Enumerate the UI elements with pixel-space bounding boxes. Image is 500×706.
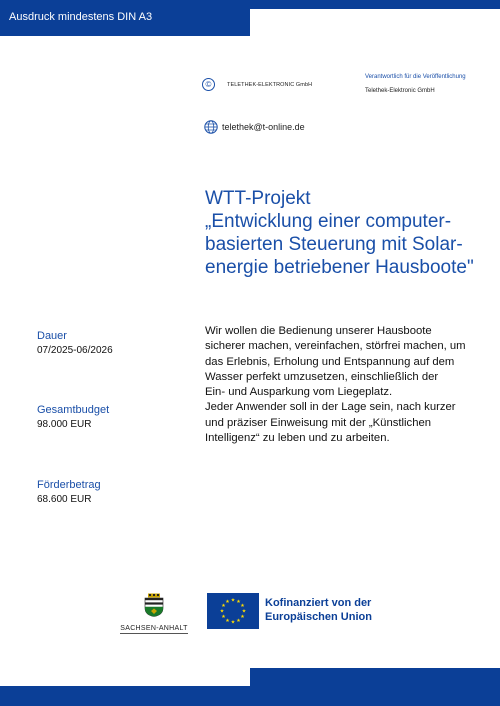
funding-label: Förderbetrag: [37, 479, 101, 491]
title-line: basierten Steuerung mit Solar-: [205, 234, 463, 255]
project-title: [205, 187, 495, 279]
top-banner: [0, 0, 250, 36]
description-line: Intelligenz“ zu leben und zu arbeiten.: [205, 432, 390, 445]
responsible-value: Telethek-Elektronic GmbH: [365, 88, 435, 94]
title-line: „Entwicklung einer computer-: [205, 211, 452, 232]
title-line: WTT-Projekt: [205, 188, 311, 209]
eu-star-icon: ★: [230, 619, 236, 626]
eu-star-icon: ★: [225, 618, 230, 625]
email-line: [204, 120, 305, 134]
email-link[interactable]: telethek@t-online.de: [222, 122, 305, 132]
top-stripe: [250, 0, 500, 9]
project-description: [205, 324, 495, 446]
eu-star-icon: ★: [225, 599, 230, 606]
sachsen-anhalt-logo: [114, 593, 194, 635]
eu-star-icon: ★: [219, 608, 225, 615]
duration-label: Dauer: [37, 330, 67, 342]
description-line: und präziser Einweisung mit der „Künstlichen: [205, 416, 432, 429]
budget-label: Gesamtbudget: [37, 404, 110, 416]
description-line: sicherer machen, vereinfachen, störfrei machen, um: [205, 340, 466, 353]
eu-star-icon: ★: [240, 614, 245, 621]
bottom-stripe-right: [250, 668, 500, 706]
eu-star-icon: ★: [230, 597, 236, 604]
print-size-note: Ausdruck mindestens DIN A3: [9, 11, 153, 23]
eu-star-icon: ★: [241, 608, 247, 615]
description-line: Jeder Anwender soll in der Lage sein, nach kurzer: [205, 401, 456, 414]
eu-star-icon: ★: [240, 603, 245, 610]
duration-value: 07/2025-06/2026: [37, 345, 113, 356]
eu-text-line-1: Kofinanziert von der: [265, 597, 372, 609]
eu-text-line-2: Europäischen Union: [265, 611, 372, 623]
responsible-label: Verantwortlich für die Veröffentlichung: [365, 74, 466, 80]
eu-star-icon: ★: [221, 614, 226, 621]
funding-block: [37, 479, 101, 505]
copyright-line: [202, 78, 312, 91]
eu-star-icon: ★: [221, 603, 226, 610]
eu-flag-icon: [207, 593, 259, 629]
eu-star-icon: ★: [236, 618, 241, 625]
bottom-stripe-left: [0, 686, 250, 706]
budget-block: [37, 404, 109, 430]
duration-block: [37, 330, 113, 356]
description-line: Wasser perfekt umzusetzen, einschließlich der: [205, 370, 439, 383]
description-line: Ein- und Ausparkung vom Liegeplatz.: [205, 386, 393, 399]
company-name: TELETHEK-ELEKTRONIC GmbH: [227, 81, 313, 88]
funding-value: 68.600 EUR: [37, 494, 92, 505]
copyright-icon: ©: [202, 78, 215, 91]
budget-value: 98.000 EUR: [37, 419, 92, 430]
description-line: Wir wollen die Bedienung unserer Hausboote: [205, 325, 432, 337]
state-crest-icon: [143, 593, 165, 617]
state-name: SACHSEN-ANHALT: [120, 625, 188, 632]
description-line: das Erlebnis, Erholung und Entspannung auf dem: [205, 355, 455, 368]
eu-funding-text: [265, 596, 372, 624]
globe-icon: [204, 120, 218, 134]
title-line: energie betriebener Hausboote": [205, 257, 474, 278]
eu-star-icon: ★: [236, 599, 241, 606]
